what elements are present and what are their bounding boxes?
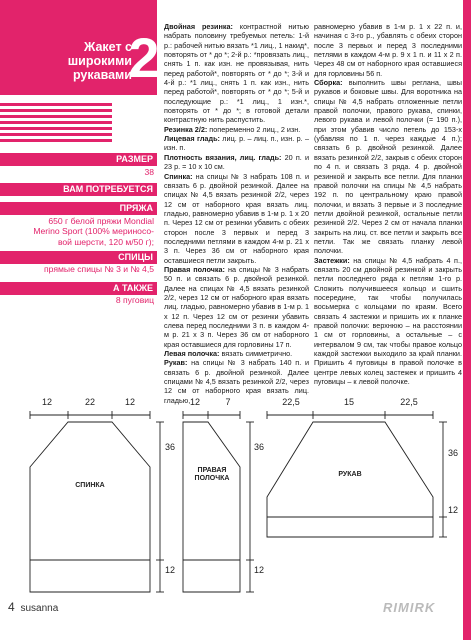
front-dim-height: 36	[253, 442, 264, 452]
front-dim-left: 12	[189, 397, 200, 407]
back-dim-right: 12	[124, 397, 135, 407]
back-dim-height: 36	[164, 442, 175, 452]
sleeve-label: РУКАВ	[338, 471, 362, 478]
sleeve-dim-left: 22,5	[282, 397, 300, 407]
page-number: 4	[8, 600, 15, 614]
needles-value: прямые спицы № 3 и № 4,5	[44, 264, 154, 274]
paragraph-label: Левая полочка:	[164, 349, 220, 359]
paragraph-label: Сборка:	[314, 78, 343, 88]
extras-heading: А ТАКЖЕ	[0, 282, 157, 295]
instructions-column-2	[314, 22, 462, 386]
yarn-description	[0, 216, 157, 247]
instruction-paragraph	[164, 265, 309, 349]
instruction-paragraph	[164, 125, 309, 134]
sleeve-outline	[267, 422, 433, 537]
paragraph-label: Застежки:	[314, 255, 350, 265]
paragraph-text: выполнить швы реглана, швы рукавов и боковые швы. Для воротника на спицы № 4,5 набрать отложенные петли правой полочки, правого рукава, спинки, левого рукава и левой полочки (= 190 п.), при этом убавив число петель до 153-х (убавляя по 1 п. через каждые 4 п.); связать 6 р. двойной резинкой. Далее вязать резинкой 2/2, закрыв с обеих сторон по 4 п. и связать 3 ряда. 4 р. двойной резинкой и закрыть все петли. Для планки правой полочки на спицы № 4,5 набрать 192 п. по центральному краю правой полочки, и вязать 3 первые и 3 последние петли двойной резинкой, остальные петли резинкой 2/2. Через 2 см от начала планки закрыть на лиц. ст. все петли и закрыть все петли. Так же связать планку левой полочки.	[314, 78, 462, 256]
instruction-paragraph	[164, 134, 309, 153]
magazine-name: susanna	[20, 603, 59, 614]
back-outline	[30, 422, 150, 592]
instruction-paragraph	[164, 22, 309, 125]
materials-heading: ВАМ ПОТРЕБУЕТСЯ	[0, 183, 157, 196]
decor-stripe	[0, 121, 112, 124]
instruction-paragraph	[164, 153, 309, 172]
yarn-line-3: вой шерсти, 120 м/50 г);	[57, 236, 154, 247]
sleeve-dim-rib: 12	[447, 505, 458, 515]
sleeve-dim-right: 22,5	[400, 397, 418, 407]
decor-stripe	[0, 103, 112, 106]
decor-stripe	[0, 109, 112, 112]
paragraph-label: Двойная резинка:	[164, 22, 233, 31]
paragraph-label: Лицевая гладь:	[164, 134, 220, 144]
paragraph-text: 20 п. и 23 р. = 10 х 10 см.	[164, 152, 309, 172]
paragraph-text: лиц. р. – лиц. п., изн. р. – изн. п.	[164, 134, 310, 153]
paragraph-text: на спицы № 4,5 набрать 4 п., связать 20 см двойной резинкой и закрыть петли последнего ряда к петлям 1-го р. Сложить получившееся кольцо и сшить посередине, так чтобы получилась восьмерка с кольцами по краям. Всего связать 4 застежки и пришить их к планке правой полочки: верхнюю – на расстоянии 1 см от горловины, а остальные – с интервалом 9 см, так чтобы правое кольцо каждой застежки выходило за край планки. Пришить 4 пуговицы в правой полочке в центре левых колец застежек и пришить 4 пуговицы – к левой полочке.	[314, 255, 462, 387]
size-heading: РАЗМЕР	[0, 153, 157, 166]
front-outline	[183, 422, 240, 592]
pattern-title	[62, 40, 132, 82]
paragraph-text: контрастной нитью набрать половину требуемых петель: 1-й р.: рабочей нитью вязать *1 лиц., 1 накид*, повторять от * до *; 2-й р.: *провязать лиц., снять 1 п. как изн. не провязывая, нить перед работой*, повторять от * до *; 3-й и 4-й р.: *1 лиц., снять 1 п. как изн., нить перед работой*, повторять от * до *; 5-й и последующие р.: *1 лиц., 1 изн.*, повторять от * до *; в готовой детали контрастную нить распустить.	[164, 22, 309, 125]
decor-stripe	[0, 133, 112, 136]
title-line-3: рукавами	[72, 68, 132, 82]
paragraph-label: Правая полочка:	[164, 264, 225, 274]
yarn-line-2: Merino Sport (100% мериносо-	[33, 226, 154, 237]
decor-stripe	[0, 115, 112, 118]
paragraph-text: на спицы № 3 набрать 140 п. и связать 6 р. двойной резинкой. Далее спицами № 4,5 вязать резинкой 2/2, через 12 см от наборного края вязать лиц. гладью,	[164, 358, 309, 405]
front-label-line-1: ПРАВАЯ	[197, 467, 227, 474]
instruction-paragraph	[314, 78, 462, 256]
paragraph-label: Спинка:	[164, 171, 193, 181]
back-dim-left: 12	[41, 397, 52, 407]
pattern-number: 2	[128, 26, 160, 89]
needles-heading: СПИЦЫ	[0, 251, 157, 264]
pattern-schemes	[0, 345, 471, 615]
decor-stripe	[0, 127, 112, 130]
back-label: СПИНКА	[75, 482, 105, 489]
front-label-line-2: ПОЛОЧКА	[194, 475, 230, 482]
extras-value: 8 пуговиц	[115, 295, 154, 305]
paragraph-label: Рукав:	[164, 358, 188, 368]
front-dim-rib: 12	[253, 565, 264, 575]
back-dim-rib: 12	[164, 565, 175, 575]
paragraph-text: на спицы № 3 набрать 50 п. и связать 6 р. двойной резинкой. Далее на спицах № 4,5 вязать резинкой 2/2, через 12 см от наборного края вязать лиц. гладью, равномерно убавив в 1-м р. 1 х 12 п. Через 12 см от резинки убавить слева перед последними 3 п. в каждом 4-м р. 21 х 3 п. Через 36 см от наборного края оставшиеся для горловины 17 п.	[164, 264, 310, 349]
back-dim-mid: 22	[84, 397, 95, 407]
instruction-paragraph	[164, 172, 309, 265]
watermark: RIMIRK	[383, 600, 436, 615]
paragraph-label: Резинка 2/2:	[164, 124, 208, 134]
title-block	[0, 0, 160, 95]
instruction-paragraph	[314, 22, 462, 78]
sleeve-dim-mid: 15	[343, 397, 354, 407]
decor-stripe	[0, 139, 112, 142]
paragraph-text: равномерно убавив в 1-м р. 1 х 22 п. и, начиная с 3-го р., убавлять с обеих сторон после 3 первых и перед 3 последними петлями в каждом 4-м р. 9 х 1 п. и 11 х 2 п. Через 48 см от наборного края оставшиеся для горловины 56 п.	[314, 22, 462, 78]
page-footer	[8, 600, 58, 614]
paragraph-text: вязать симметрично.	[219, 349, 293, 359]
front-dim-right: 7	[225, 397, 231, 407]
front-label	[186, 467, 238, 483]
yarn-line-1: 650 г белой пряжи Mondial	[48, 216, 154, 226]
yarn-heading: ПРЯЖА	[0, 202, 157, 215]
paragraph-text: попеременно 2 лиц., 2 изн.	[207, 124, 301, 134]
title-line-1: Жакет с	[84, 40, 132, 54]
size-value: 38	[144, 167, 154, 177]
sleeve-dim-height: 36	[447, 448, 458, 458]
paragraph-label: Плотность вязания, лиц. гладь:	[164, 152, 282, 162]
paragraph-text: на спицы № 3 набрать 108 п. и связать 6 р. двойной резинкой. Далее на спицах № 4,5 вязать резинкой 2/2, через 12 см от наборного края вязать лиц. гладью, равномерно убавив в 1-м р. 1 х 20 п. Через 12 см от резинки убавить с обеих сторон после 3 первых и перед 3 последними петлями в каждом 4-м р. 21 х 3 п. Через 36 см от наборного края оставшиеся петли закрыть.	[164, 171, 309, 265]
title-line-2: широкими	[67, 54, 132, 68]
